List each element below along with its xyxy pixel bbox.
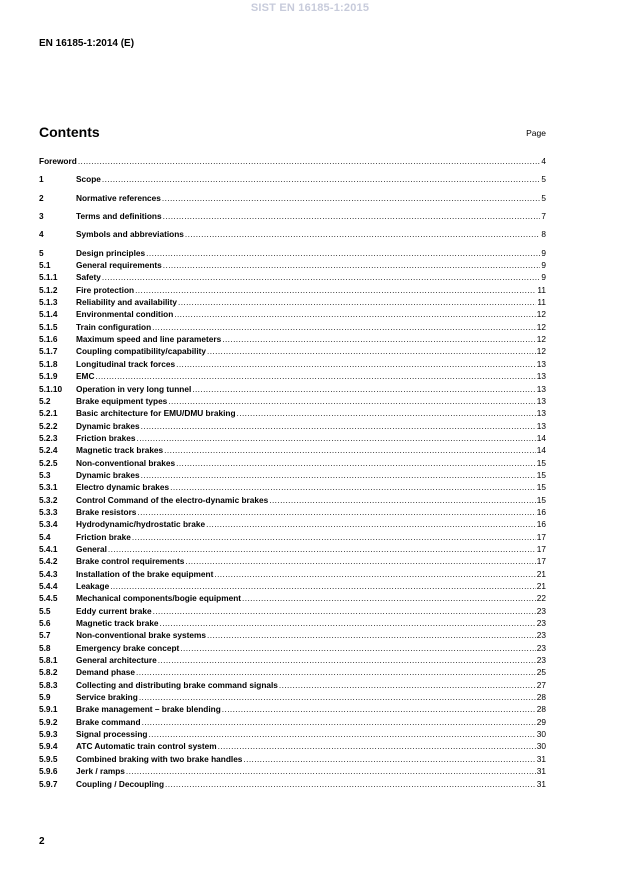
toc-entry[interactable] [39,766,546,778]
toc-page-number: 27 [536,679,546,690]
toc-section-number: 5 [39,247,44,258]
toc-section-number: 5.4.5 [39,593,58,604]
page-column-label: Page [526,128,546,138]
toc-entry[interactable] [39,285,546,297]
dot-leader [132,532,536,542]
toc-entry[interactable] [39,667,546,679]
dot-leader [207,630,536,640]
toc-section-number: 5.9 [39,692,51,703]
dot-leader [237,408,536,418]
dot-leader [160,618,536,628]
toc-entry[interactable] [39,396,546,408]
toc-section-title: Scope [76,174,101,185]
toc-section-number: 5.4.3 [39,568,58,579]
toc-page-number: 13 [536,395,546,406]
toc-entry[interactable] [39,630,546,642]
dot-leader [269,495,536,505]
toc-section-title: Coupling / Decoupling [76,778,165,789]
toc-section-number: 5.2.2 [39,420,58,431]
toc-section-title: Safety [76,272,101,283]
toc-section-number: 5.5 [39,605,51,616]
toc-page-number: 4 [541,156,546,166]
toc-entry[interactable] [39,322,546,334]
dot-leader [139,692,536,702]
toc-page-number: 7 [541,211,546,222]
dot-leader [168,396,535,406]
toc-section-title: Fire protection [76,284,135,295]
toc-page-number: 14 [536,432,546,443]
toc-page-number: 9 [541,260,546,271]
toc-entry[interactable] [39,445,546,457]
toc-page-number: 9 [541,247,546,258]
toc-section-number: 1 [39,174,44,185]
toc-section-title: General requirements [76,260,162,271]
dot-leader [102,174,540,184]
toc-entry[interactable] [39,260,546,272]
dot-leader [180,643,535,653]
toc-entry[interactable] [39,297,546,309]
dot-leader [243,754,535,764]
toc-section-number: 5.3.2 [39,494,58,505]
toc-page-number: 23 [536,642,546,653]
toc-section-number: 5.9.6 [39,766,58,777]
toc-section-title: Brake command [76,716,141,727]
toc-entry[interactable] [39,779,546,791]
toc-page-number: 21 [536,568,546,579]
toc-page-number: 30 [536,729,546,740]
dot-leader [185,556,535,566]
toc-page-number: 9 [541,272,546,283]
toc-section-title: Dynamic brakes [76,469,140,480]
toc-entry[interactable] [39,433,546,445]
dot-leader [137,507,535,517]
toc-entry[interactable] [39,741,546,753]
toc-section-title: Brake resistors [76,506,137,517]
toc-section-number: 5.9.1 [39,704,58,715]
dot-leader [110,581,536,591]
dot-leader [170,482,536,492]
toc-entry[interactable] [39,717,546,729]
toc-page-number: 13 [536,383,546,394]
toc-section-title: Control Command of the electro-dynamic brakes [76,494,269,505]
toc-entry[interactable] [39,211,546,223]
toc-entry[interactable] [39,359,546,371]
dot-leader [163,260,541,270]
toc-page-number: 16 [536,519,546,530]
dot-leader [102,272,540,282]
toc-section-title: Foreword [39,156,77,166]
dot-leader [163,211,541,221]
toc-section-title: Magnetic track brakes [76,445,164,456]
toc-section-number: 5.4.2 [39,556,58,567]
toc-section-title: Collecting and distributing brake command signals [76,679,278,690]
dot-leader [242,593,536,603]
toc-entry[interactable] [39,309,546,321]
toc-section-title: Terms and definitions [76,211,162,222]
toc-section-number: 5.8.2 [39,667,58,678]
toc-section-number: 5.2.1 [39,408,58,419]
toc-page-number: 5 [541,174,546,185]
toc-page-number: 12 [536,309,546,320]
toc-section-title: Emergency brake concept [76,642,180,653]
toc-section-title: Jerk / ramps [76,766,125,777]
toc-entry[interactable] [39,248,546,260]
toc-page-number: 28 [536,692,546,703]
toc-section-title: Installation of the brake equipment [76,568,214,579]
toc-page-number: 13 [536,408,546,419]
toc-section-title: Friction brakes [76,432,136,443]
toc-section-number: 5.9.2 [39,716,58,727]
toc-section-title: Demand phase [76,667,136,678]
toc-section-number: 5.2.3 [39,432,58,443]
toc-section-number: 5.8.3 [39,679,58,690]
toc-entry[interactable] [39,643,546,655]
toc-section-title: Hydrodynamic/hydrostatic brake [76,519,206,530]
toc-section-number: 5.9.4 [39,741,58,752]
toc-page-number: 25 [536,667,546,678]
toc-section-title: Reliability and availability [76,297,177,308]
toc-entry[interactable] [39,408,546,420]
toc-entry[interactable] [39,655,546,667]
toc-section-title: Service braking [76,692,138,703]
dot-leader [176,458,536,468]
toc-entry[interactable] [39,193,546,205]
toc-entry[interactable] [39,754,546,766]
toc-section-number: 5.6 [39,618,51,629]
toc-page-number: 17 [536,531,546,542]
toc-section-title: Brake control requirements [76,556,185,567]
dot-leader [78,156,541,166]
watermark-text: SIST EN 16185-1:2015 [250,2,370,14]
dot-leader [218,741,536,751]
dot-leader [135,285,536,295]
toc-section-number: 5.1.3 [39,297,58,308]
toc-page-number: 31 [536,753,546,764]
toc-page-number: 12 [536,321,546,332]
toc-section-number: 5.1.9 [39,371,58,382]
toc-section-title: Train configuration [76,321,152,332]
dot-leader [165,779,536,789]
toc-section-title: General [76,543,107,554]
toc-section-title: Basic architecture for EMU/DMU braking [76,408,236,419]
toc-entry[interactable] [39,680,546,692]
toc-entry[interactable] [39,421,546,433]
toc-page-number: 30 [536,741,546,752]
toc-section-number: 5.9.7 [39,778,58,789]
toc-page-number: 15 [536,482,546,493]
toc-entry[interactable] [39,174,546,186]
toc-entry[interactable] [39,606,546,618]
dot-leader [95,371,535,381]
toc-entry[interactable] [39,618,546,630]
toc-section-number: 5.3 [39,469,51,480]
toc-entry[interactable] [39,346,546,358]
toc-section-number: 5.9.3 [39,729,58,740]
toc-page-number: 11 [537,284,546,295]
toc-page-number: 16 [536,506,546,517]
toc-entry[interactable] [39,519,546,531]
toc-section-title: Operation in very long tunnel [76,383,192,394]
toc-section-number: 5.1.1 [39,272,58,283]
toc-section-title: Non-conventional brakes [76,457,176,468]
dot-leader [185,229,540,239]
toc-section-number: 5.2.4 [39,445,58,456]
toc-section-number: 5.1.7 [39,346,58,357]
dot-leader [108,544,536,554]
toc-page-number: 23 [536,605,546,616]
toc-section-title: Longitudinal track forces [76,358,176,369]
toc-page-number: 22 [536,593,546,604]
toc-entry[interactable] [39,704,546,716]
toc-page-number: 31 [536,766,546,777]
toc-section-number: 2 [39,192,44,203]
dot-leader [176,359,536,369]
toc-entry[interactable] [39,556,546,568]
toc-page-number: 15 [536,494,546,505]
dot-leader [178,297,536,307]
toc-entry[interactable] [39,371,546,383]
toc-entry[interactable] [39,156,546,168]
dot-leader [174,309,536,319]
toc-page-number: 23 [536,655,546,666]
toc-page-number: 5 [541,192,546,203]
toc-page-number: 23 [536,630,546,641]
dot-leader [222,334,536,344]
toc-page-number: 12 [536,334,546,345]
toc-entry[interactable] [39,593,546,605]
toc-entry[interactable] [39,729,546,741]
toc-section-number: 5.4.1 [39,543,58,554]
document-id: EN 16185-1:2014 (E) [39,38,135,49]
contents-heading: Contents [39,124,100,140]
toc-page-number: 14 [536,445,546,456]
toc-page-number: 21 [536,581,546,591]
dot-leader [142,717,536,727]
toc-section-number: 5.2.5 [39,457,58,468]
dot-leader [162,193,541,203]
toc-page-number: 11 [537,297,546,308]
toc-section-title: Symbols and abbreviations [76,229,184,240]
toc-entry[interactable] [39,334,546,346]
toc-section-number: 5.1.10 [39,383,63,394]
toc-section-title: ATC Automatic train control system [76,741,217,752]
toc-section-number: 5.3.1 [39,482,58,493]
toc-section-title: General architecture [76,655,157,666]
toc-section-title: Coupling compatibility/capability [76,346,206,357]
toc-section-title: Eddy current brake [76,605,152,616]
toc-section-title: Dynamic brakes [76,420,140,431]
toc-entry[interactable] [39,470,546,482]
toc-section-title: Non-conventional brake systems [76,630,207,641]
dot-leader [192,384,536,394]
dot-leader [222,704,536,714]
toc-section-number: 5.4.4 [39,581,58,591]
toc-section-number: 3 [39,211,44,222]
toc-entry[interactable] [39,229,546,241]
toc-page-number: 28 [536,704,546,715]
toc-entry[interactable] [39,495,546,507]
toc-page-number: 12 [536,346,546,357]
toc-section-number: 5.8.1 [39,655,58,666]
dot-leader [152,322,536,332]
toc-section-title: Mechanical components/bogie equipment [76,593,242,604]
toc-section-title: Friction brake [76,531,131,542]
toc-section-number: 5.1.8 [39,358,58,369]
dot-leader [153,606,536,616]
toc-page-number: 13 [536,420,546,431]
toc-section-title: Brake management – brake blending [76,704,221,715]
toc-entry[interactable] [39,581,546,593]
toc-entry[interactable] [39,384,546,396]
toc-entry[interactable] [39,532,546,544]
toc-section-number: 5.9.5 [39,753,58,764]
toc-page-number: 8 [541,229,546,240]
toc-section-title: Brake equipment types [76,395,168,406]
table-of-contents [39,156,546,791]
toc-page-number: 17 [536,556,546,567]
dot-leader [146,248,540,258]
toc-section-title: Electro dynamic brakes [76,482,170,493]
dot-leader [136,667,536,677]
toc-section-title: Design principles [76,247,146,258]
toc-page-number: 29 [536,716,546,727]
toc-page-number: 15 [536,457,546,468]
toc-entry[interactable] [39,569,546,581]
toc-section-title: EMC [76,371,95,382]
toc-section-title: Maximum speed and line parameters [76,334,222,345]
toc-entry[interactable] [39,544,546,556]
toc-section-number: 5.1.4 [39,309,58,320]
toc-section-title: Leakage [76,581,110,591]
toc-section-title: Magnetic track brake [76,618,159,629]
toc-section-number: 5.8 [39,642,51,653]
dot-leader [148,729,535,739]
toc-entry[interactable] [39,272,546,284]
dot-leader [279,680,536,690]
toc-section-number: 5.2 [39,395,51,406]
toc-section-number: 5.3.4 [39,519,58,530]
toc-entry[interactable] [39,692,546,704]
toc-section-number: 4 [39,229,44,240]
toc-section-title: Combined braking with two brake handles [76,753,243,764]
toc-entry[interactable] [39,458,546,470]
dot-leader [158,655,536,665]
toc-entry[interactable] [39,482,546,494]
toc-section-number: 5.1.5 [39,321,58,332]
dot-leader [207,346,536,356]
toc-section-number: 5.7 [39,630,51,641]
toc-page-number: 13 [536,371,546,382]
dot-leader [214,569,535,579]
dot-leader [126,766,536,776]
toc-section-number: 5.3.3 [39,506,58,517]
toc-section-number: 5.1.2 [39,284,58,295]
dot-leader [136,433,535,443]
toc-section-title: Normative references [76,192,161,203]
toc-section-number: 5.1 [39,260,51,271]
toc-section-title: Environmental condition [76,309,174,320]
toc-section-number: 5.4 [39,531,51,542]
toc-page-number: 17 [536,543,546,554]
toc-page-number: 23 [536,618,546,629]
page-number: 2 [39,836,45,847]
toc-page-number: 31 [536,778,546,789]
toc-section-number: 5.1.6 [39,334,58,345]
dot-leader [141,470,536,480]
dot-leader [164,445,536,455]
toc-page-number: 15 [536,469,546,480]
dot-leader [206,519,536,529]
toc-section-title: Signal processing [76,729,148,740]
dot-leader [141,421,536,431]
toc-page-number: 13 [536,358,546,369]
toc-entry[interactable] [39,507,546,519]
